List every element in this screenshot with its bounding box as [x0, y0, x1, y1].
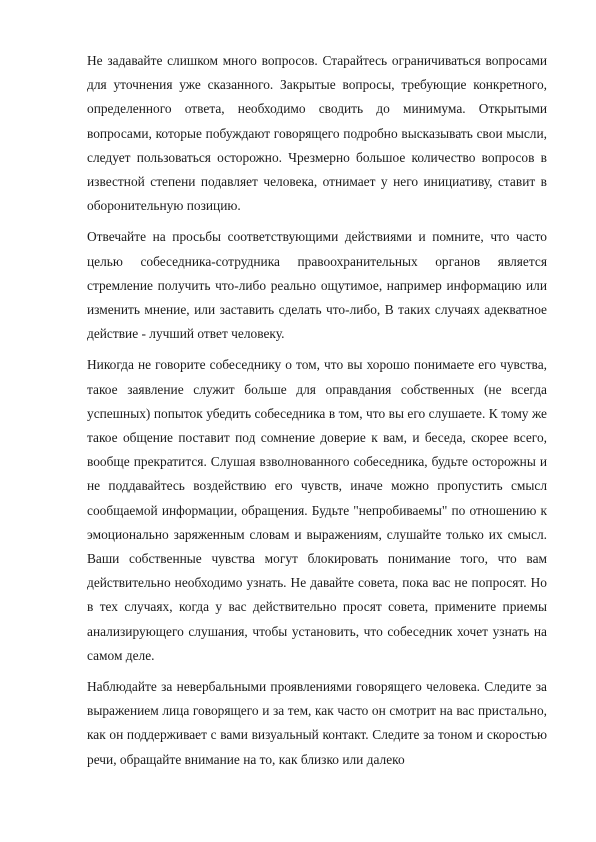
paragraph-questions: Не задавайте слишком много вопросов. Старайтесь ограничиваться вопросами для уточнения уже сказанного. Закрытые вопросы, требующие конкретного, определенного ответа, необходимо сводить до минимума. Открытыми вопросами, которые побуждают говорящего подробно высказывать свои мысли, следует пользоваться осторожно. Чрезмерно большое количество вопросов в известной степени подавляет человека, отнимает у него инициативу, ставит в оборонительную позицию.	[87, 53, 547, 214]
paragraph-feelings: Никогда не говорите собеседнику о том, что вы хорошо понимаете его чувства, такое заявление служит больше для оправдания собственных (не всегда успешных) попыток убедить собеседника в том, что вы его слушаете. К тому же такое общение поставит под сомнение доверие к вам, и беседа, скорее всего, вообще прекратится. Слушая взволнованного собеседника, будьте осторожны и не поддавайтесь воздействию его чувств, иначе можно пропустить смысл сообщаемой информации, обращения. Будьте "непробиваемы" по отношению к эмоционально заряженным словам и выражениям, слушайте только их смысл. Ваши собственные чувства могут блокировать понимание того, что вам действительно необходимо узнать. Не давайте совета, пока вас не попросят. Но в тех случаях, когда у вас действительно просят совета, примените приемы анализирующего слушания, чтобы установить, что собеседник хочет узнать на самом деле.	[87, 357, 547, 663]
paragraph-requests: Отвечайте на просьбы соответствующими действиями и помните, что часто целью собеседника-сотрудника правоохранительных органов является стремление получить что-либо реально ощутимое, например информацию или изменить мнение, или заставить сделать что-либо, В таких случаях адекватное действие - лучший ответ человеку.	[87, 229, 547, 342]
paragraph-nonverbal: Наблюдайте за невербальными проявлениями говорящего человека. Следите за выражением лица говорящего и за тем, как часто он смотрит на вас пристально, как он поддерживает с вами визуальный контакт. Следите за тоном и скоростью речи, обращайте внимание на то, как близко или далеко	[87, 679, 547, 767]
